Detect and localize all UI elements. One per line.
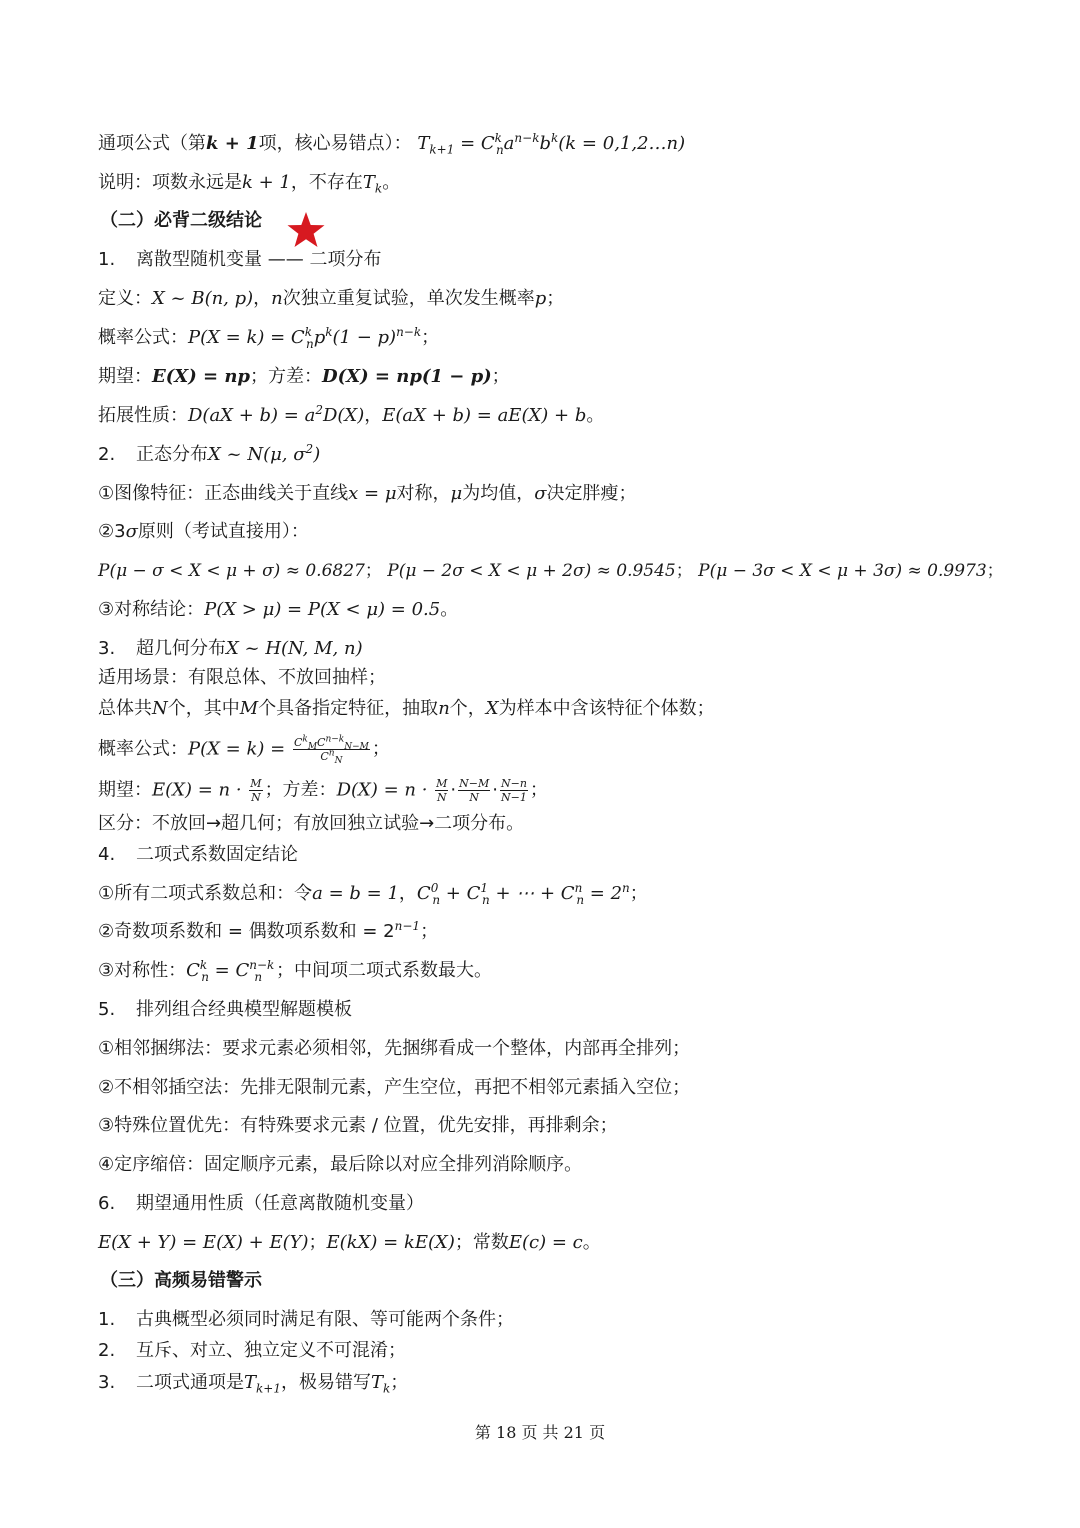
text: 项，核心易错点）：	[258, 133, 412, 154]
item-4-title: 4. 二项式系数固定结论	[98, 844, 298, 865]
binomial-expectation: 期望：E(X) = np；方差：D(X) = np(1 − p)；	[98, 366, 510, 387]
warning-2: 2. 互斥、对立、独立定义不可混淆；	[98, 1340, 406, 1361]
binomial-probability: 概率公式：$P(X = k) = C^k_np^k(1 - p)^{n-k}$；	[98, 325, 440, 351]
hypergeometric-expectation: 期望：E(X) = n · $\frac{M}{N}$ ；方差：D(X) = n · $\frac{M}{N}$ · $\frac{N-M}{N}$ · $\frac{N-n}{N-1}$ ；	[98, 777, 548, 804]
binomial-symmetry: ③对称性：$C^k_n = C^{n-k}_n$ ；中间项二项式系数最大。	[98, 958, 493, 984]
page-footer: 第 18 页 共 21 页	[474, 1423, 606, 1442]
model-gap-insertion: ②不相邻插空法：先排无限制元素，产生空位，再把不相邻元素插入空位；	[98, 1077, 691, 1098]
hypergeometric-probability: 概率公式：P(X = k) = $\frac{C^k_MC^{n-k}_{N-M}}{C^n_N}$ ；	[98, 734, 390, 767]
normal-feature: ①图像特征：正态曲线关于直线x = μ对称，μ为均值，σ决定胖瘦；	[98, 483, 637, 504]
symmetry-conclusion: ③对称结论：P(X > μ) = P(X < μ) = 0.5。	[98, 599, 459, 620]
warning-3: 3. 二项式通项是$T_{k+1}$，极易错写$T_k$；	[98, 1372, 409, 1396]
general-term-formula	[98, 131, 1020, 157]
warning-1: 1. 古典概型必须同时满足有限、等可能两个条件；	[98, 1309, 514, 1330]
item-2-title: 2. 正态分布X ~ N(μ, $\sigma^2$)	[98, 442, 321, 465]
expectation-properties: E(X + Y) = E(X) + E(Y)；E(kX) = kE(X)；常数E(c) = c。	[98, 1232, 601, 1253]
section-heading-3: （三）高频易错警示	[100, 1270, 262, 1291]
odd-even-sum: ②奇数项系数和 = 偶数项系数和 = $2^{n-1}$；	[98, 919, 439, 942]
binomial-coefficient-sum: ①所有二项式系数总和：令a = b = 1，$C^0_n + C^1_n$ + ⋯ + $C^n_n = 2^n$；	[98, 881, 648, 907]
hypergeometric-scene: 适用场景：有限总体、不放回抽样；	[98, 667, 386, 688]
model-special-position: ③特殊位置优先：有特殊要求元素 / 位置，优先安排，再排剩余；	[98, 1115, 618, 1136]
item-1-title: 1. 离散型随机变量 —— 二项分布	[98, 249, 382, 270]
binomial-extension: 拓展性质：$D(aX + b) = a^2D(X)$，E(aX + b) = aE(X) + b。	[98, 403, 605, 426]
hypergeometric-distinction: 区分：不放回→超几何；有放回独立试验→二项分布。	[98, 813, 525, 834]
text: 通项公式（第	[98, 133, 206, 154]
math: k + 1	[206, 133, 259, 154]
model-bundling: ①相邻捆绑法：要求元素必须相邻，先捆绑看成一个整体，内部再全排列；	[98, 1038, 691, 1059]
item-3-title: 3. 超几何分布X ~ H(N, M, n)	[98, 638, 363, 659]
item-5-title: 5. 排列组合经典模型解题模板	[98, 999, 352, 1020]
note-line: 说明：项数永远是k + 1，不存在$T_k$。	[98, 172, 401, 196]
three-sigma-rule: ②3σ原则（考试直接用）：	[98, 521, 309, 542]
formula: $T_{k+1} = C^k_na^{n-k}b^k(k$ = 0,1,2…n)	[417, 131, 686, 157]
binomial-definition: 定义：X ~ B(n, p)，n次独立重复试验，单次发生概率p；	[98, 288, 565, 309]
section-heading-2: （二）必背二级结论	[100, 210, 262, 231]
model-fixed-order: ④定序缩倍：固定顺序元素，最后除以对应全排列消除顺序。	[98, 1154, 583, 1175]
item-6-title: 6. 期望通用性质（任意离散随机变量）	[98, 1193, 424, 1214]
hypergeometric-setup: 总体共N个，其中M个具备指定特征，抽取n个，X为样本中含该特征个体数；	[98, 698, 715, 719]
star-icon	[286, 210, 326, 250]
three-sigma-values: P(μ − σ < X < μ + σ) ≈ 0.6827； P(μ − 2σ < X < μ + 2σ) ≈ 0.9545； P(μ − 3σ < X < μ + 3σ) ≈ 0.9973；	[98, 561, 1004, 581]
